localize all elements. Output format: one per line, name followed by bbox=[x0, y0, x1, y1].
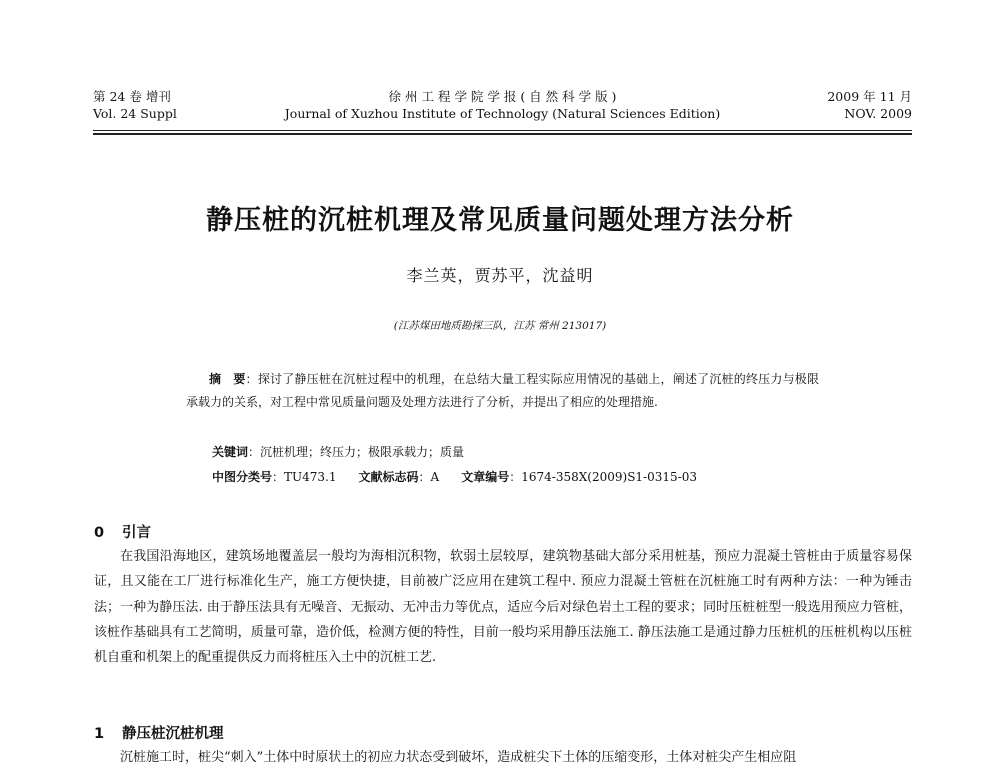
classification-line: 中图分类号：TU473.1 文献标志码：A 文章编号：1674-358X(2009)S1-0315-03 bbox=[212, 470, 697, 484]
section-heading-intro bbox=[94, 521, 151, 542]
header-rule-thin bbox=[93, 130, 912, 131]
section-number: 1 bbox=[94, 726, 105, 742]
abstract-text: 探讨了静压桩在沉桩过程中的机理，在总结大量工程实际应用情况的基础上，阐述了沉桩的终压力与极限承载力的关系，对工程中常见质量问题及处理方法进行了分析，并提出了相应的处理措施. bbox=[186, 372, 819, 409]
abstract-block bbox=[186, 368, 819, 414]
section-title: 引言 bbox=[122, 525, 151, 541]
journal-name-cn: 徐 州 工 程 学 院 学 报 ( 自 然 科 学 版 ) bbox=[388, 89, 617, 104]
issue-date-cn: 2009 年 11 月 bbox=[827, 89, 912, 104]
section-heading-mechanism bbox=[94, 722, 224, 743]
mechanism-partial-line: 沉桩施工时，桩尖“刺入”土体中时原状土的初应力状态受到破坏，造成桩尖下土体的压缩变形，土体对桩尖产生相应阻 bbox=[120, 750, 797, 765]
article-authors: 李兰英，贾苏平，沈益明 bbox=[406, 266, 594, 285]
header-rule-thick bbox=[93, 133, 912, 135]
keywords-line: 关键词：沉桩机理；终压力；极限承载力；质量 bbox=[212, 445, 465, 459]
intro-body bbox=[94, 544, 912, 670]
section-title: 静压桩沉桩机理 bbox=[122, 726, 224, 742]
volume-en: Vol. 24 Suppl bbox=[93, 106, 177, 121]
journal-header bbox=[93, 88, 912, 132]
volume-cn: 第 24 卷 增刊 bbox=[93, 89, 171, 104]
section-number: 0 bbox=[94, 525, 105, 541]
keywords-label: 关键词 bbox=[212, 445, 249, 459]
doc-code-label: 文献标志码 bbox=[358, 470, 419, 484]
author-affiliation: (江苏煤田地质勘探三队，江苏 常州 213017) bbox=[393, 320, 607, 332]
intro-paragraph: 在我国沿海地区，建筑场地覆盖层一般均为海相沉积物，软弱土层较厚，建筑物基础大部分采用桩基，预应力混凝土管桩由于质量容易保证，且又能在工厂进行标准化生产，施工方便快捷，目前被广泛应用在建筑工程中. 预应力混凝土管桩在沉桩施工时有两种方法：一种为锤击法；一种为静压法. 由于静压法具有无噪音、无振动、无冲击力等优点，适应今后对绿色岩土工程的要求；同时压桩桩型一般选用预应力管桩，该桩作基础具有工艺简明，质量可靠，造价低，检测方便的特性，目前一般均采用静压法施工. 静压法施工是通过静力压桩机的压桩机构以压桩机自重和机架上的配重提供反力而将桩压入土中的沉桩工艺. bbox=[94, 549, 912, 666]
issue-date bbox=[827, 88, 912, 122]
doc-code-value: A bbox=[430, 470, 440, 484]
journal-name bbox=[93, 88, 912, 122]
abstract-paragraph: 摘 要：探讨了静压桩在沉桩过程中的机理，在总结大量工程实际应用情况的基础上，阐述了沉桩的终压力与极限承载力的关系，对工程中常见质量问题及处理方法进行了分析，并提出了相应的处理措施. bbox=[186, 372, 819, 409]
keywords-text: 沉桩机理；终压力；极限承载力；质量 bbox=[260, 445, 465, 459]
clc-value: TU473.1 bbox=[284, 470, 337, 484]
article-number-value: 1674-358X(2009)S1-0315-03 bbox=[521, 470, 697, 484]
journal-name-en: Journal of Xuzhou Institute of Technology (Natural Sciences Edition) bbox=[284, 106, 721, 121]
article-title: 静压桩的沉桩机理及常见质量问题处理方法分析 bbox=[206, 205, 794, 236]
article-number-label: 文章编号 bbox=[461, 470, 510, 484]
abstract-label: 摘 要 bbox=[209, 372, 246, 386]
issue-date-en: NOV. 2009 bbox=[844, 106, 912, 121]
clc-label: 中图分类号 bbox=[212, 470, 273, 484]
